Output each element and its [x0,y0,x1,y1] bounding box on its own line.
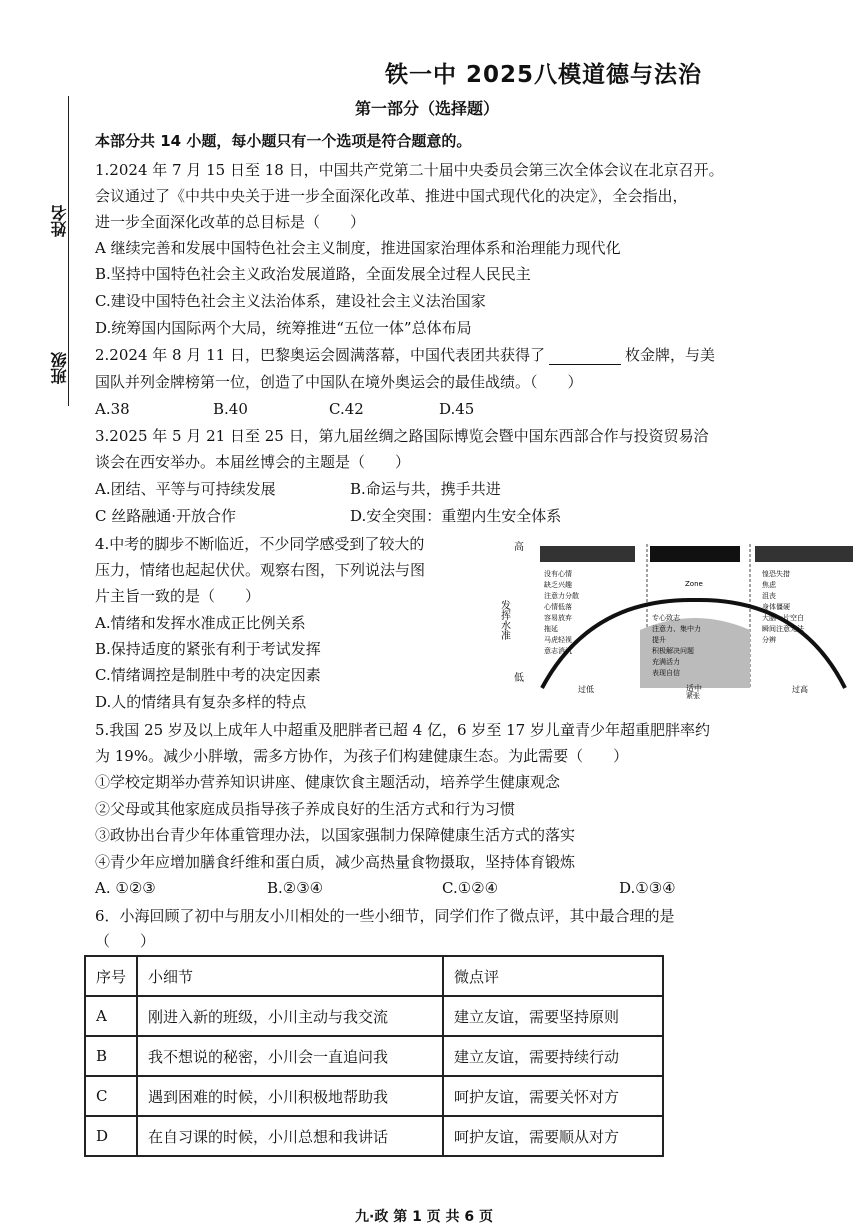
q4-stem-3: 片主旨一致的是（ ） [95,587,261,605]
q1-stem-1: 1.2024 年 7 月 15 日至 18 日，中国共产党第二十届中央委员会第三次全体会议在北京召开。 [95,161,724,179]
q1-option-c: C.建设中国特色社会主义法治体系，建设社会主义法治国家 [95,292,486,310]
q2-option-a: A.38 [95,400,130,418]
table-cell: 呵护友谊，需要关怀对方 [443,1076,663,1116]
q6-table-body [85,956,663,1156]
q2-options [95,399,474,419]
high-zone-item: 沮丧 [762,592,776,600]
zone-bar-mid [650,546,740,562]
low-zone-item: 心情低落 [544,603,572,611]
q3-options-1 [95,479,501,499]
low-zone-item: 缺乏兴趣 [544,581,572,589]
q2-option-b: B.40 [213,400,248,418]
page-footer: 九·政 第 1 页 共 6 页 [355,1209,494,1225]
q4-stem-1: 4.中考的脚步不断临近，不少同学感受到了较大的 [95,535,425,553]
q2-stem-1b: 枚金牌，与美 [624,346,715,364]
q4-option-b: B.保持适度的紧张有利于考试发挥 [95,640,321,658]
table-cell: 在自习课的时候，小川总想和我讲话 [137,1116,443,1156]
q2-stem-2: 国队并列金牌榜第一位，创造了中国队在境外奥运会的最佳战绩。（ ） [95,373,583,391]
q2-stem-1a: 2.2024 年 8 月 11 日，巴黎奥运会圆满落幕，中国代表团共获得了 [95,346,545,364]
table-row [85,996,663,1036]
mid-zone-item: 充满活力 [652,658,680,666]
table-cell: A [85,996,137,1036]
q4-option-a: A.情绪和发挥水准成正比例关系 [95,614,306,632]
q5-option-b: B.②③④ [267,879,324,897]
table-cell: 刚进入新的班级，小川主动与我交流 [137,996,443,1036]
answer-blank [549,348,621,365]
zone-label: Zone [685,580,703,588]
y-axis-label: 发挥水准 [498,600,510,640]
x-high-label: 过高 [792,685,808,694]
high-zone-item: 瞬间注意无法 [762,625,804,633]
table-cell: C [85,1076,137,1116]
q1-option-a: A 继续完善和发展中国特色社会主义制度，推进国家治理体系和治理能力现代化 [95,239,621,257]
low-zone-item: 意志消沉 [544,647,572,655]
low-zone-item: 注意力分散 [544,592,579,600]
q2-stem-1 [95,345,715,365]
mid-zone-item: 专心致志 [652,614,680,622]
q5-statement-4: ④青少年应增加膳食纤维和蛋白质，减少高热量食物摄取，坚持体育锻炼 [95,853,576,871]
emotion-performance-figure [500,538,858,698]
low-zone-item: 容易放弃 [544,614,572,622]
q1-option-b: B.坚持中国特色社会主义政治发展道路，全面发展全过程人民民主 [95,265,531,283]
q3-option-c: C 丝路融通·开放合作 [95,507,237,525]
q2-option-d: D.45 [439,400,475,418]
table-cell: 建立友谊，需要持续行动 [443,1036,663,1076]
mid-zone-item: 积极解决问题 [652,647,694,655]
right-items-group [762,569,805,644]
q5-option-c: C.①②④ [442,879,499,897]
q3-stem-1: 3.2025 年 5 月 21 日至 25 日，第九届丝绸之路国际博览会暨中国东西部合作与投资贸易洽 [95,427,709,445]
q1-stem-2: 会议通过了《中共中央关于进一步全面深化改革、推进中国式现代化的决定》，全会指出， [95,187,688,205]
high-zone-item: 分辨 [762,636,776,644]
q5-options [95,878,676,898]
table-cell: D [85,1116,137,1156]
q5-statement-3: ③政协出台青少年体重管理办法，以国家强制力保障健康生活方式的落实 [95,826,576,844]
q6-stem-2: （ ） [95,932,156,950]
high-zone-item: 焦虑 [762,581,776,589]
low-zone-item: 拖延 [544,625,558,633]
q3-option-d: D.安全突围：重塑内生安全体系 [350,507,562,525]
q5-statement-2: ②父母或其他家庭成员指导孩子养成良好的生活方式和行为习惯 [95,800,516,818]
mid-zone-item: 注意力、集中力 [652,625,701,633]
table-row [85,1076,663,1116]
q5-option-d: D.①③④ [619,879,676,897]
mid-zone-item: 表现自信 [652,669,680,677]
q1-option-d: D.统筹国内国际两个大局，统筹推进“五位一体”总体布局 [95,319,472,337]
table-row [85,1116,663,1156]
q6-table [84,955,664,1157]
x-mid-label: 适中 [686,684,702,693]
q3-options-2 [95,506,561,526]
table-header-cell: 序号 [85,956,137,996]
q5-stem-1: 5.我国 25 岁及以上成年人中超重及肥胖者已超 4 亿，6 岁至 17 岁儿童青少年超重肥胖率约 [95,721,710,739]
high-zone-item: 惶恐失措 [762,570,790,578]
q3-stem-2: 谈会在西安举办。本届丝博会的主题是（ ） [95,453,411,471]
page-title: 铁一中 2025八模道德与法治 [385,62,703,88]
name-label: 姓名 [50,205,69,237]
table-cell: 遇到困难的时候，小川积极地帮助我 [137,1076,443,1116]
q5-statement-1: ①学校定期举办营养知识讲座、健康饮食主题活动，培养学生健康观念 [95,773,561,791]
table-cell: 我不想说的秘密，小川会一直追问我 [137,1036,443,1076]
x-mid2-label: 紧张 [686,692,700,700]
y-high-label: 高 [514,542,524,553]
high-zone-item: 身体僵硬 [762,603,790,611]
zone-bar-high [755,546,853,562]
q1-stem-3: 进一步全面深化改革的总目标是（ ） [95,213,366,231]
y-low-label: 低 [514,673,524,684]
table-cell: 呵护友谊，需要顺从对方 [443,1116,663,1156]
table-row [85,1036,663,1076]
zone-bar-low [540,546,635,562]
q4-option-d: D.人的情绪具有复杂多样的特点 [95,693,307,711]
class-label: 班级 [50,352,69,384]
section-title: 第一部分（选择题） [355,99,500,118]
table-cell: 建立友谊，需要坚持原则 [443,996,663,1036]
section-intro: 本部分共 14 小题，每小题只有一个选项是符合题意的。 [95,132,472,150]
x-low-label: 过低 [578,685,594,694]
high-zone-item: 大脑一片空白 [762,614,804,622]
low-zone-item: 马虎轻视 [544,636,572,644]
q4-stem-2: 压力，情绪也起起伏伏。观察右图，下列说法与图 [95,561,426,579]
q3-option-a: A.团结、平等与可持续发展 [95,480,276,498]
table-header-cell: 微点评 [443,956,663,996]
table-header-row [85,956,663,996]
q2-option-c: C.42 [329,400,364,418]
q3-option-b: B.命运与共，携手共进 [350,480,501,498]
low-zone-item: 没有心情 [544,570,572,578]
mid-zone-item: 提升 [652,636,666,644]
q5-stem-2: 为 19%。减少小胖墩，需多方协作，为孩子们构建健康生态。为此需要（ ） [95,747,629,765]
table-cell: B [85,1036,137,1076]
q6-stem-1: 6．小海回顾了初中与朋友小川相处的一些小细节，同学们作了微点评，其中最合理的是 [95,907,675,925]
q5-option-a: A. ①②③ [95,879,156,897]
q4-option-c: C.情绪调控是制胜中考的决定因素 [95,666,321,684]
table-header-cell: 小细节 [137,956,443,996]
